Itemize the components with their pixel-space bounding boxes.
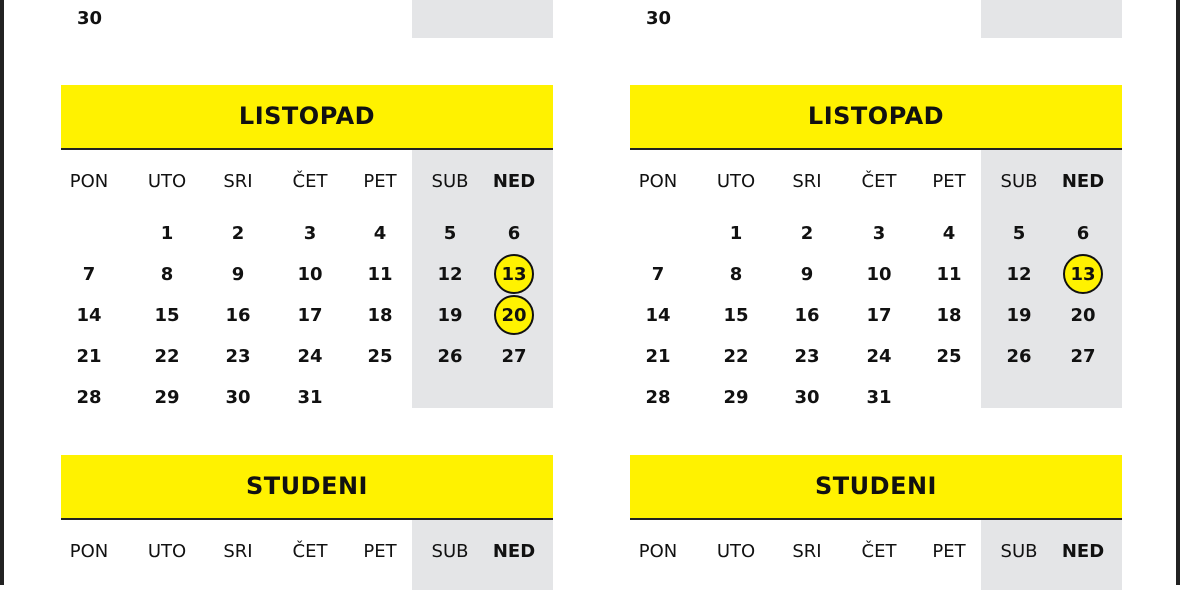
weekday-label: SRI bbox=[792, 541, 822, 562]
weekday-label: PON bbox=[638, 541, 678, 562]
september-tail-right bbox=[630, 0, 1122, 38]
weekday-label: SUB bbox=[1000, 171, 1038, 192]
weekday-label: PON bbox=[69, 171, 109, 192]
day-cell: 27 bbox=[1070, 346, 1096, 367]
day-cell: 28 bbox=[76, 387, 102, 408]
highlight-circle: 13 bbox=[1063, 254, 1103, 294]
day-cell: 23 bbox=[794, 346, 820, 367]
day-cell: 30 bbox=[225, 387, 251, 408]
weekday-label: NED bbox=[492, 541, 536, 562]
calendar-october-right bbox=[630, 85, 1122, 418]
day-cell: 3 bbox=[872, 223, 886, 244]
calendar-november-right bbox=[630, 455, 1122, 583]
day-cell: 21 bbox=[76, 346, 102, 367]
month-title: STUDENI bbox=[630, 455, 1122, 520]
day-30: 30 bbox=[77, 8, 103, 29]
week-row bbox=[61, 254, 553, 295]
weekday-label: UTO bbox=[147, 541, 187, 562]
day-cell: 1 bbox=[729, 223, 743, 244]
weekday-label: NED bbox=[1061, 541, 1105, 562]
day-cell: 19 bbox=[437, 305, 463, 326]
day-cell: 17 bbox=[866, 305, 892, 326]
day-cell: 30 bbox=[794, 387, 820, 408]
weekday-label: SUB bbox=[431, 171, 469, 192]
day-cell: 22 bbox=[154, 346, 180, 367]
day-cell: 14 bbox=[76, 305, 102, 326]
week-row bbox=[630, 254, 1122, 295]
weekday-label: PET bbox=[932, 171, 966, 192]
day-cell: 12 bbox=[437, 264, 463, 285]
day-cell: 15 bbox=[723, 305, 749, 326]
weekday-header bbox=[630, 150, 1122, 213]
weekday-label: NED bbox=[492, 171, 536, 192]
day-cell: 12 bbox=[1006, 264, 1032, 285]
month-title: STUDENI bbox=[61, 455, 553, 520]
day-cell: 9 bbox=[231, 264, 245, 285]
month-title: LISTOPAD bbox=[61, 85, 553, 150]
day-cell: 25 bbox=[936, 346, 962, 367]
week-row bbox=[630, 377, 1122, 418]
day-cell: 19 bbox=[1006, 305, 1032, 326]
week-row bbox=[61, 336, 553, 377]
day-cell: 29 bbox=[154, 387, 180, 408]
weekday-label: UTO bbox=[147, 171, 187, 192]
page-border-right bbox=[1176, 0, 1180, 585]
calendar-october-left bbox=[61, 85, 553, 418]
day-cell: 17 bbox=[297, 305, 323, 326]
day-cell: 7 bbox=[82, 264, 96, 285]
day-cell: 8 bbox=[160, 264, 174, 285]
day-cell: 23 bbox=[225, 346, 251, 367]
weekday-header bbox=[61, 150, 553, 213]
day-cell: 11 bbox=[936, 264, 962, 285]
day-cell: 9 bbox=[800, 264, 814, 285]
weekend-shade bbox=[412, 0, 553, 38]
highlight-circle: 13 bbox=[494, 254, 534, 294]
weekday-label: PON bbox=[638, 171, 678, 192]
day-cell: 1 bbox=[160, 223, 174, 244]
day-cell: 20 bbox=[1070, 305, 1096, 326]
weekday-label: UTO bbox=[716, 541, 756, 562]
day-cell-highlighted bbox=[488, 295, 540, 336]
september-tail-left bbox=[61, 0, 553, 38]
day-cell: 31 bbox=[866, 387, 892, 408]
day-cell: 31 bbox=[297, 387, 323, 408]
day-cell: 29 bbox=[723, 387, 749, 408]
day-cell: 25 bbox=[367, 346, 393, 367]
day-cell: 26 bbox=[437, 346, 463, 367]
day-cell: 24 bbox=[297, 346, 323, 367]
page-border-left bbox=[0, 0, 4, 585]
day-cell: 22 bbox=[723, 346, 749, 367]
day-cell: 6 bbox=[1076, 223, 1090, 244]
weekday-header bbox=[61, 520, 553, 583]
day-cell: 4 bbox=[942, 223, 956, 244]
month-title: LISTOPAD bbox=[630, 85, 1122, 150]
weekday-label: ČET bbox=[292, 541, 328, 562]
weekday-label: SRI bbox=[223, 171, 253, 192]
day-cell-highlighted bbox=[1057, 254, 1109, 295]
calendar-november-left bbox=[61, 455, 553, 583]
weekday-label: ČET bbox=[861, 541, 897, 562]
day-cell: 18 bbox=[936, 305, 962, 326]
week-row bbox=[630, 336, 1122, 377]
weekday-label: PON bbox=[69, 541, 109, 562]
day-cell: 5 bbox=[1012, 223, 1026, 244]
day-cell: 27 bbox=[501, 346, 527, 367]
week-row bbox=[61, 213, 553, 254]
weekday-label: PET bbox=[932, 541, 966, 562]
day-cell: 2 bbox=[800, 223, 814, 244]
weekday-label: SRI bbox=[792, 171, 822, 192]
day-cell: 2 bbox=[231, 223, 245, 244]
day-cell-highlighted bbox=[488, 254, 540, 295]
day-cell: 28 bbox=[645, 387, 671, 408]
weekday-header bbox=[630, 520, 1122, 583]
weekend-shade bbox=[981, 0, 1122, 38]
week-row bbox=[61, 377, 553, 418]
day-cell: 18 bbox=[367, 305, 393, 326]
weekday-label: NED bbox=[1061, 171, 1105, 192]
weekday-label: ČET bbox=[861, 171, 897, 192]
day-cell: 10 bbox=[297, 264, 323, 285]
day-cell: 21 bbox=[645, 346, 671, 367]
week-row bbox=[61, 295, 553, 336]
day-cell: 7 bbox=[651, 264, 665, 285]
weekday-label: SUB bbox=[1000, 541, 1038, 562]
day-cell: 16 bbox=[225, 305, 251, 326]
day-cell: 4 bbox=[373, 223, 387, 244]
weekday-label: SUB bbox=[431, 541, 469, 562]
day-cell: 10 bbox=[866, 264, 892, 285]
week-row bbox=[630, 213, 1122, 254]
day-cell: 3 bbox=[303, 223, 317, 244]
day-30: 30 bbox=[646, 8, 672, 29]
day-cell: 15 bbox=[154, 305, 180, 326]
day-cell: 8 bbox=[729, 264, 743, 285]
weekday-label: ČET bbox=[292, 171, 328, 192]
day-cell: 16 bbox=[794, 305, 820, 326]
day-cell: 5 bbox=[443, 223, 457, 244]
weekday-label: PET bbox=[363, 541, 397, 562]
day-cell: 26 bbox=[1006, 346, 1032, 367]
weekday-label: SRI bbox=[223, 541, 253, 562]
highlight-circle: 20 bbox=[494, 295, 534, 335]
week-row bbox=[630, 295, 1122, 336]
day-cell: 11 bbox=[367, 264, 393, 285]
weekday-label: PET bbox=[363, 171, 397, 192]
day-cell: 6 bbox=[507, 223, 521, 244]
weekday-label: UTO bbox=[716, 171, 756, 192]
day-cell: 24 bbox=[866, 346, 892, 367]
day-cell: 14 bbox=[645, 305, 671, 326]
